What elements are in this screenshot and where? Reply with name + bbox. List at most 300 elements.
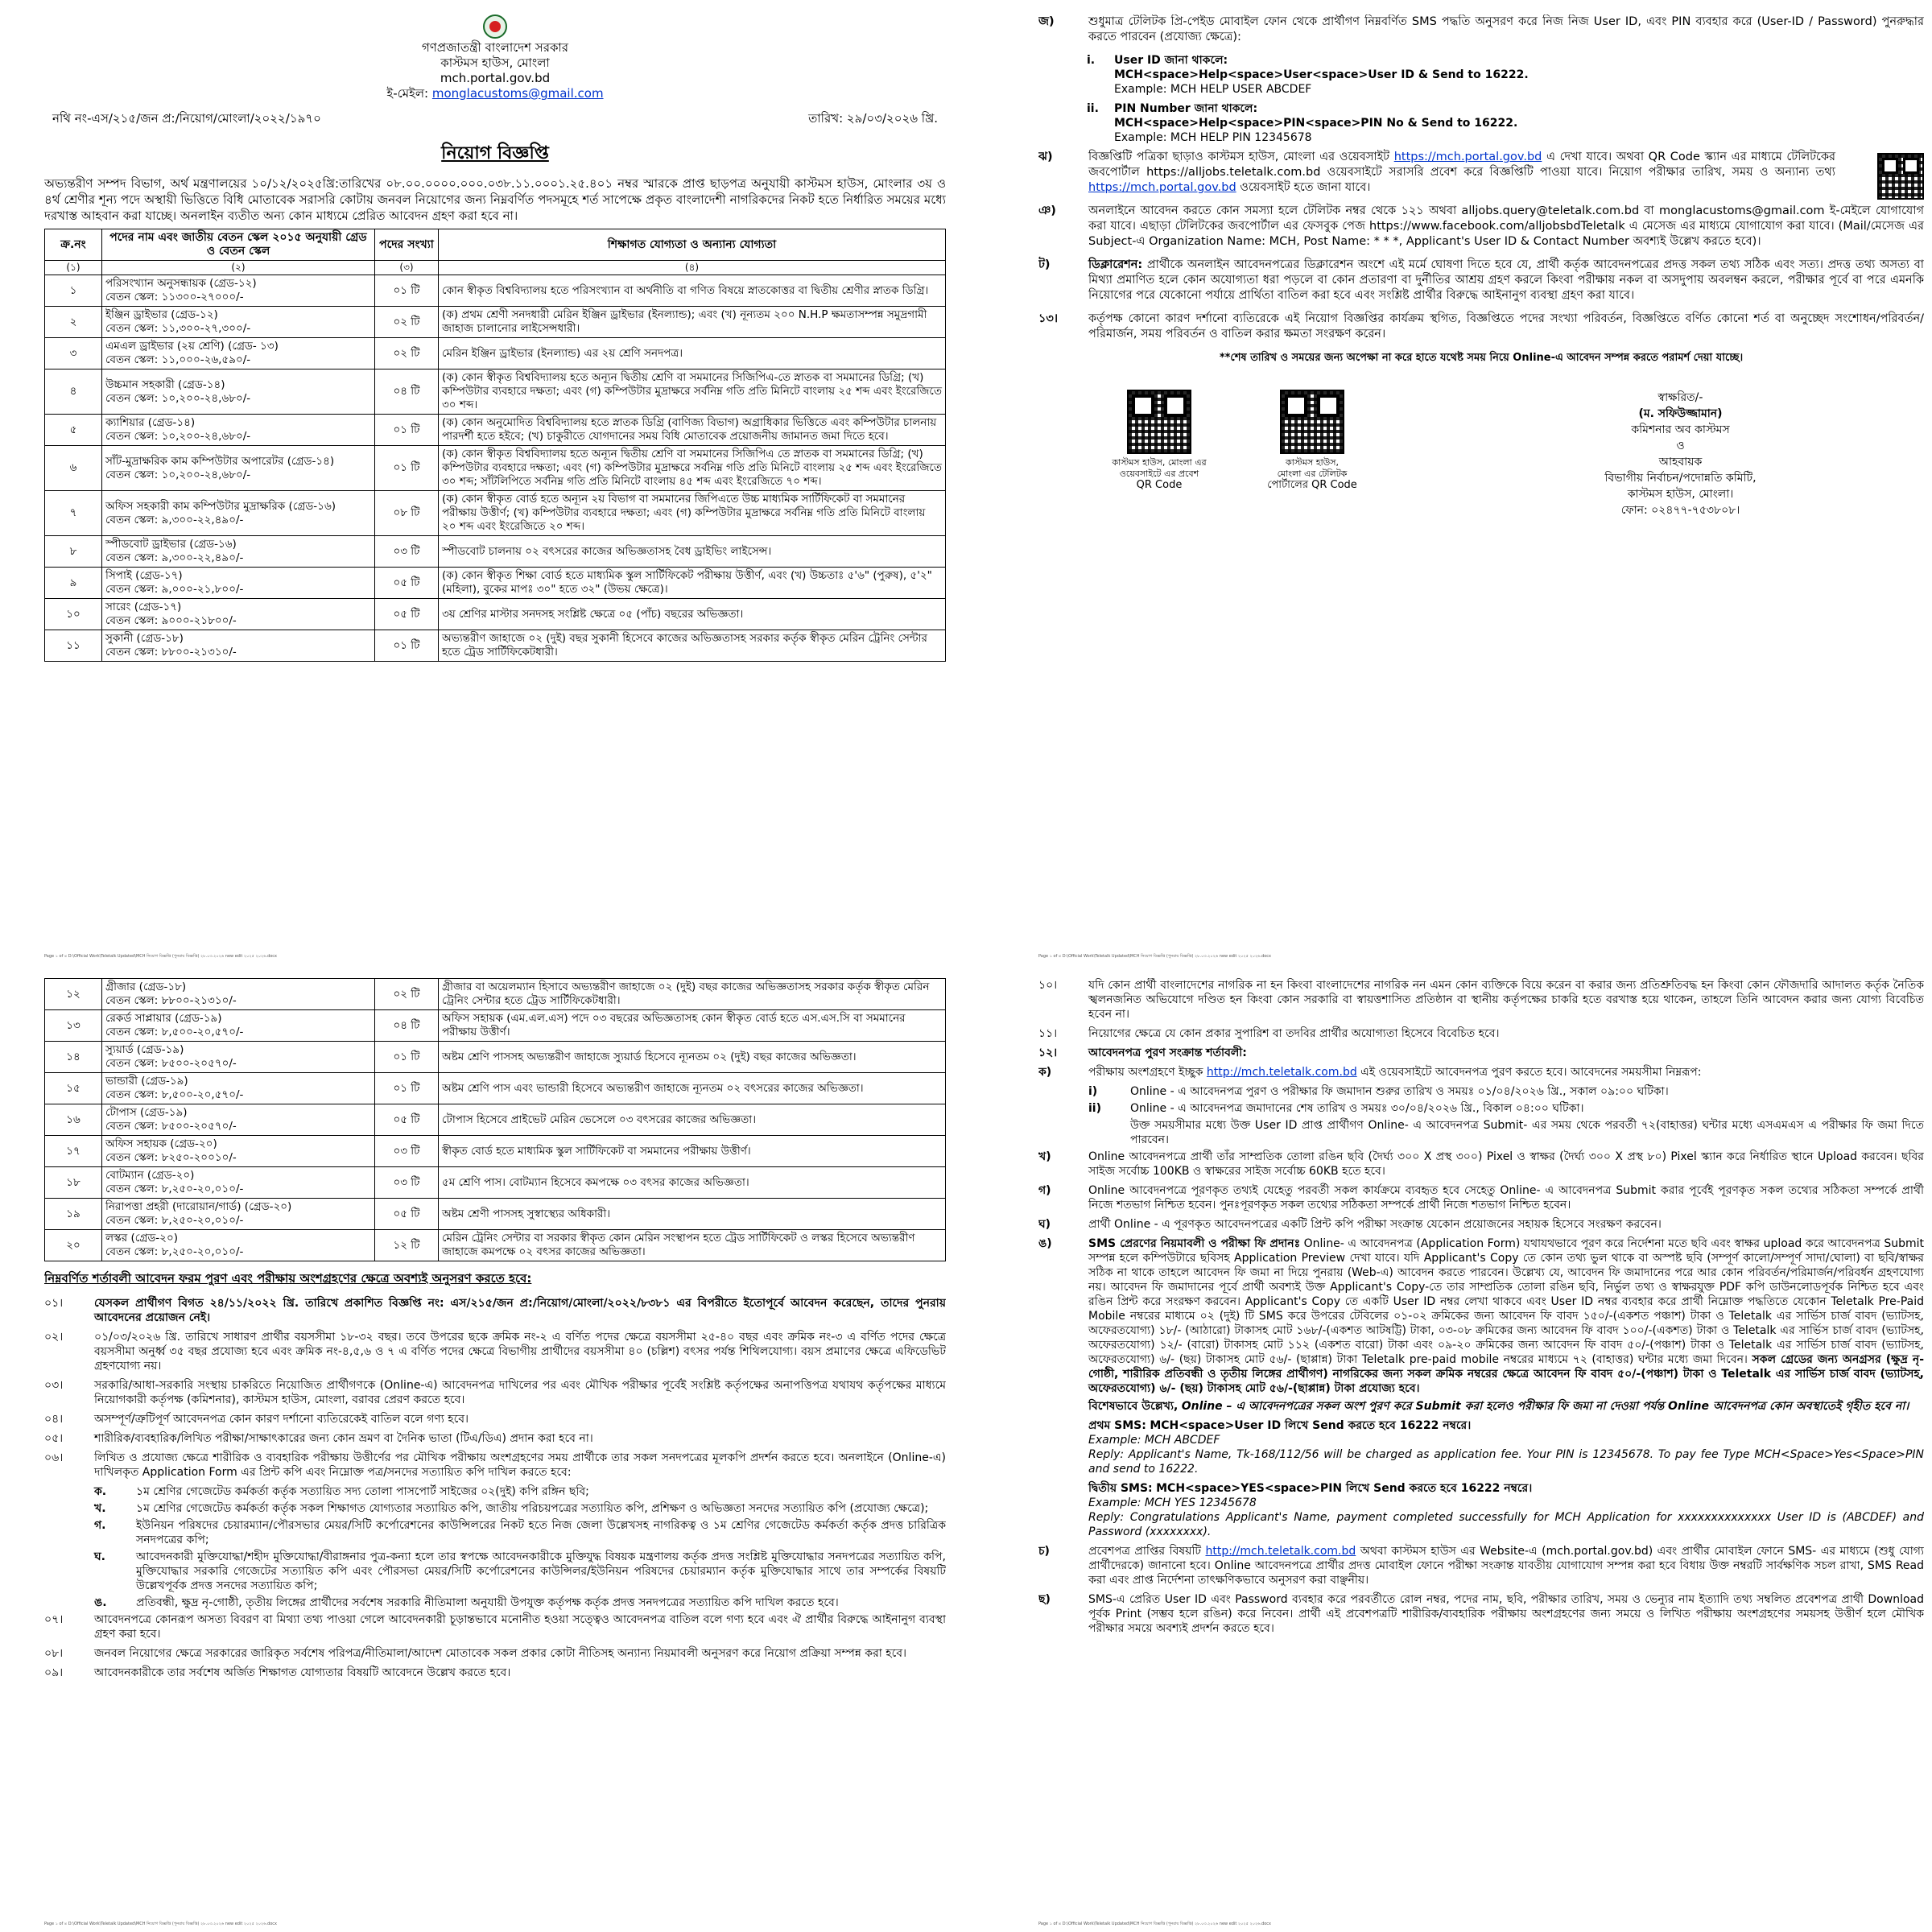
condition-text: আবেদনপত্র পুরণ সংক্রান্ত শর্তাবলী: bbox=[1088, 1046, 1247, 1059]
post-cell bbox=[102, 1104, 375, 1136]
sms-heading: User ID জানা থাকলে: bbox=[1114, 54, 1228, 67]
condition-item bbox=[1038, 1592, 1924, 1636]
post-cell bbox=[102, 446, 375, 491]
table-row bbox=[45, 491, 946, 536]
post-name: ভান্ডারী (গ্রেড-১৯) bbox=[105, 1075, 188, 1088]
condition-number: ১১। bbox=[1038, 1027, 1058, 1040]
row-serial: ৯ bbox=[45, 568, 102, 599]
text-part: ওয়েবসাইট হতে জানা যাবে। bbox=[1240, 181, 1371, 194]
post-count: ০৫ টি bbox=[375, 599, 439, 630]
condition-number: ০৯। bbox=[44, 1666, 64, 1679]
condition-item bbox=[1038, 1544, 1924, 1587]
post-name: অফিস সহায়ক (গ্রেড-২০) bbox=[105, 1137, 217, 1150]
pay-scale: বেতন স্কেল: ৮,২৫০-২০,০১০/- bbox=[105, 1214, 244, 1227]
qualification: অষ্টম শ্রেণী পাসসহ সুস্বাস্থ্যের অধিকারী। bbox=[439, 1199, 946, 1230]
post-cell bbox=[102, 979, 375, 1010]
special-note-heading: বিশেষভাবে উল্লেখ্য, bbox=[1088, 1400, 1179, 1413]
post-count: ০৪ টি bbox=[375, 1010, 439, 1042]
post-name: উচ্চমান সহকারী (গ্রেড-১৪) bbox=[105, 378, 225, 391]
teletalk-link[interactable]: http://mch.teletalk.com.bd bbox=[1205, 1545, 1356, 1558]
table-row bbox=[45, 1073, 946, 1104]
pay-scale: বেতন স্কেল: ৮৮০০-২১৩১০/- bbox=[105, 994, 237, 1007]
sub-number: ii) bbox=[1088, 1102, 1101, 1115]
qr-block-website bbox=[1083, 390, 1236, 491]
post-cell bbox=[102, 1230, 375, 1261]
qualification: ৫ম শ্রেণি পাস। বোটম্যান হিসেবে কমপক্ষে ০৩ বৎসর কাজের অভিজ্ঞতা। bbox=[439, 1167, 946, 1199]
row-serial: ১৯ bbox=[45, 1199, 102, 1230]
sms-heading: PIN Number জানা থাকলে: bbox=[1114, 102, 1258, 115]
pay-scale: বেতন স্কেল: ৯,৩০০-২২,৪৯০/- bbox=[105, 551, 244, 564]
page-footer: Page ১ of ৪ D:\Official Work\Teletalk Updated\MCH নিয়োগ বিজ্ঞপ্তি (পুনরায় বিজ্ঞপ্তি) ২৮.০৩.২০২৬ new edit ২০২৫ ২০২৬.docx bbox=[1038, 954, 1272, 959]
pay-scale: বেতন স্কেল: ১০,২০০-২৪,৬৮০/- bbox=[105, 468, 251, 481]
colnum: (২) bbox=[102, 261, 375, 275]
post-name: স্পীডবোট ড্রাইভার (গ্রেড-১৬) bbox=[105, 538, 237, 551]
sms-example: Example: MCH HELP PIN 12345678 bbox=[1114, 131, 1312, 144]
sub-condition-tail bbox=[1088, 1118, 1924, 1147]
govt-name: গণপ্রজাতন্ত্রী বাংলাদেশ সরকার bbox=[421, 40, 569, 55]
text-part: Online- এ আবেদনপত্র (Application Form) যথাযথভাবে পূরণ করে নির্দেশনা মতে ছবি এবং স্বাক্ষর upload করে আবেদনপত্র Submit সম্পন্ন হলে কম্পিউটারে ছবিসহ Application Preview দেখা যাবে। যদি Applicant's Copy তে কোন তথ্য ভুল থাকে বা অস্পষ্ট ছবি (সম্পূর্ণ কালো/সম্পূর্ণ সাদা/ঘোলা) বা ছবি/স্বাক্ষর সঠিক না থাকে তাহলে আবেদন ফি জমা না দিয়ে পুনরায় (Web-এ) আবেদন করতে পারবেন। উল্লেখ্য যে, আবেদন ফি জমাদানের পরে আর কোন পরিবর্তন/পরিমার্জন/পরিবর্ধন গ্রহণযোগ্য নয়। আবেদন ফি জমাদানের পূর্বে প্রার্থী অবশ্যই উক্ত Applicant's Copy-তে তার সাম্প্রতিক তোলা রঙিন ছবি, নির্ভুল তথ্য ও স্বাক্ষরযুক্ত PDF কপি ডাউনলোডপূর্বক নিশ্চিত হবে এবং রঙিন প্রিন্ট করে সংরক্ষণ করবেন। Applicant's Copy তে একটি User ID নম্বর লেখা থাকবে এবং User ID নম্বর ব্যবহার করে প্রার্থী নিম্নোক্ত পদ্ধতিতে যেকোন Teletalk Pre-Paid Mobile নম্বরের মাধ্যমে ০২ (দুই) টি SMS করে উপরের টেবিলের ০১-০২ ক্রমিকের জন্য আবেদন ফি বাবদ ১৫০/-(একশত পঞ্চাশ) টাকা ও Teletalk এর সার্ভিস চার্জ বাবদ (ভ্যাটসহ, অফেরতযোগ্য) ১৮/- (আঠারো) টাকাসহ মোট ১৬৮/-(একশত আটষট্টি) টাকা, ০৩-০৮ ক্রমিকের জন্য আবেদন ফি বাবদ ১০০/-(একশত) টাকা ও Teletalk এর সার্ভিস চার্জ বাবদ (ভ্যাটসহ, অফেরতযোগ্য) ১২/- (বারো) টাকাসহ মোট ১১২ (একশত বারো) টাকা এবং ০৯-২০ ক্রমিকের জন্য আবেদন ফি বাবদ ৫০/-(পঞ্চাশ) টাকা ও Teletalk এর সার্ভিস চার্জ বাবদ (ভ্যাটসহ, অফেরতযোগ্য) ৬/- (ছয়) টাকাসহ মোট ৫৬/- (ছাপ্পান্ন) টাকা Teletalk pre-paid mobile নম্বরের মাধ্যমে ৭২ (বাহাত্তর) ঘন্টার মধ্যে জমা দিবেন। bbox=[1088, 1237, 1924, 1366]
table-row bbox=[45, 446, 946, 491]
sub-number: গ. bbox=[94, 1519, 106, 1532]
text-part: এ দেখা যাবে। অথবা QR Code স্ক্যান এর মাধ্যমে টেলিটকের জবপোর্টাল https://alljobs.teletalk.com.bd ওয়েবসাইটে সরাসরি প্রবেশ করে বিজ্ঞপ্তিটি পাওয়া যাবে। নিয়োগ পরীক্ষার তারিখ, সময় ও অন্যান্য তথ্য bbox=[1088, 151, 1836, 179]
condition-number: ১২। bbox=[1038, 1046, 1058, 1059]
text-part: প্রার্থীকে অনলাইন আবেদনপত্রের ডিক্লারেশন অংশে এই মর্মে ঘোষণা দিতে হবে যে, প্রার্থী কর্তৃক আবেদনপত্রের প্রদত্ত সকল তথ্য সঠিক এবং সত্য। প্রদত্ত তথ্য অসত্য বা মিথ্যা প্রমাণিত হলে কোন অযোগ্যতা ধরা পড়লে বা কোন প্রতারণা বা দুর্নীতির আশ্রয় গ্রহণ করলে কিংবা পরীক্ষায় নকল বা অসদুপায় অবলম্বন করলে, পরীক্ষার পূর্বে বা পরে এমনকি নিয়োগের পরে যেকোনো পর্যায়ে প্রার্থিতা বাতিল করা হবে এবং সংশ্লিষ্ট প্রার্থীর বিরুদ্ধে আইনানুগ ব্যবস্থা গ্রহণ করা যাবে। bbox=[1088, 258, 1924, 302]
post-count: ০৩ টি bbox=[375, 1167, 439, 1199]
sms-label: প্রথম SMS: bbox=[1088, 1419, 1146, 1432]
row-serial: ১৮ bbox=[45, 1167, 102, 1199]
colnum: (১) bbox=[45, 261, 102, 275]
text-part: পরীক্ষায় অংশগ্রহণে ইচ্ছুক bbox=[1088, 1066, 1203, 1079]
post-name: এমএল ড্রাইভার (২য় শ্রেণি) (গ্রেড- ১৩) bbox=[105, 340, 279, 353]
signatory-title: কমিশনার অব কাস্টমস bbox=[1631, 423, 1730, 436]
sub-condition bbox=[1088, 1101, 1924, 1116]
pay-scale: বেতন স্কেল: ৯০০০-২১৮০০/- bbox=[105, 614, 237, 627]
condition-text: আবেদনপত্রে কোনরূপ অসত্য বিবরণ বা মিথ্যা তথ্য পাওয়া গেলে আবেদনকারী চূড়ান্তভাবে মনোনীত হওয়া সত্ত্বেও আবেদনপত্র বাতিল বলে গণ্য হবে এবং ঐ প্রার্থীর বিরুদ্ধে আইনানুগ ব্যবস্থা গ্রহণ করা হবে। bbox=[94, 1613, 946, 1641]
qualification: স্বীকৃত বোর্ড হতে মাধ্যমিক স্কুল সার্টিফিকেট বা সমমানের পরীক্ষায় উত্তীর্ণ। bbox=[439, 1136, 946, 1167]
condition-text: Online আবেদনপত্রে প্রার্থী তাঁর সাম্প্রতিক তোলা রঙিন ছবি (দৈর্ঘ্য ৩০০ X প্রস্থ ৩০০) Pixel ও স্বাক্ষর (দৈর্ঘ্য ৩০০ X প্রস্থ ৮০) Pixel স্ক্যান করে নির্ধারিত স্থানে Upload করবেন। ছবির সাইজ সর্বোচ্চ 100KB ও স্বাক্ষরের সাইজ সর্বোচ্চ 60KB হতে হবে। bbox=[1088, 1150, 1924, 1178]
condition-item bbox=[44, 1612, 946, 1641]
sub-text: প্রতিবন্ধী, ক্ষুদ্র নৃ-গোষ্ঠী, তৃতীয় লিঙ্গের প্রার্থীদের সর্বশেষ সরকারি নীতিমালা অনুযায়ী উপযুক্ত কর্তৃপক্ষ কর্তৃক প্রদত্ত সনদপত্রের সত্যায়িত কপি দাখিল করতে হবে। bbox=[136, 1596, 839, 1609]
post-name: বোটম্যান (গ্রেড-২০) bbox=[105, 1169, 195, 1182]
qualification: (ক) কোন অনুমোদিত বিশ্ববিদ্যালয় হতে স্নাতক ডিগ্রি (বাণিজ্য বিভাগ) অগ্রাধিকার ভিত্তিতে এবং কম্পিউটার চালনায় পারদর্শী হতে হইবে; (খ) চাকুরীতে যোগদানের সময় বিধি মোতাবেক প্রয়োজনীয় জামানত জমা দিতে হবে। bbox=[439, 415, 946, 446]
post-count: ০৫ টি bbox=[375, 1104, 439, 1136]
row-serial: ৬ bbox=[45, 446, 102, 491]
special-note bbox=[1088, 1399, 1924, 1414]
row-serial: ১৭ bbox=[45, 1136, 102, 1167]
office-address: কাস্টমস হাউস, মোংলা। bbox=[1627, 488, 1734, 501]
letterhead bbox=[44, 14, 946, 101]
sub-condition bbox=[94, 1518, 946, 1547]
sms-example: Example: MCH HELP USER ABCDEF bbox=[1114, 83, 1312, 96]
post-cell bbox=[102, 1167, 375, 1199]
sub-text: আবেদনকারী মুক্তিযোদ্ধা/শহীদ মুক্তিযোদ্ধা/বীরাঙ্গনার পুত্র-কন্যা হলে তার স্বপক্ষে আবেদনকারীকে মুক্তিযুদ্ধ বিষয়ক মন্ত্রণালয় কর্তৃক প্রদত্ত সংশ্লিষ্ট মুক্তিযোদ্ধার সনদপত্রের সত্যায়িত কপি, মুক্তিযোদ্ধার সরকারি গেজেটের সত্যায়িত কপি এবং পৌরসভা মেয়র/সিটি কর্পোরেশনের কাউন্সিলর/ইউনিয়ন পরিষদের চেয়ারম্যান কর্তৃক মুক্তিযোদ্ধার সাথে তার সম্পর্কের বিষয়টি উল্লেখপূর্বক প্রদত্ত সনদের সত্যায়িত কপি; bbox=[136, 1550, 946, 1592]
declaration-heading: ডিক্লারেশন: bbox=[1088, 258, 1143, 271]
signed: স্বাক্ষরিত/- bbox=[1657, 391, 1703, 404]
post-name: পরিসংখ্যান অনুসন্ধায়ক (গ্রেড-১২) bbox=[105, 277, 257, 290]
item-number: i. bbox=[1087, 54, 1096, 67]
notice-date: তারিখ: ২৯/০৩/২০২৬ খ্রি. bbox=[808, 111, 938, 126]
condition-text: ০১/০৩/২০২৬ খ্রি. তারিখে সাধারণ প্রার্থীর বয়সসীমা ১৮-৩২ বছর। তবে উপরের ছকে ক্রমিক নং-২ এ বর্ণিত পদের ক্ষেত্রে বয়সসীমা ২৫-৪০ বছর এবং ক্রমিক নং-৩ এ বর্ণিত পদের ক্ষেত্রে বয়সসীমা অনুর্ধ্ব ৩৫ বছর প্রযোজ্য হবে এবং ক্রমিক নং-৪,৫,৬ ও ৭ এ বর্ণিত পদের ক্ষেত্রে বিভাগীয় প্রার্থীদের বয়সসীমা ৪০ (চল্লিশ) বৎসর পর্যন্ত শিথিলযোগ্য। বয়স প্রমাণের ক্ষেত্রে এফিডেভিট গ্রহণযোগ্য নয়। bbox=[94, 1331, 946, 1373]
qr-and-signature bbox=[1038, 390, 1924, 518]
condition-number: ০৪। bbox=[44, 1413, 64, 1426]
phone-number: ফোন: ০২৪৭৭-৭৫৩৮০৮। bbox=[1620, 504, 1740, 517]
section-13 bbox=[1038, 312, 1924, 342]
row-serial: ১৪ bbox=[45, 1042, 102, 1073]
post-cell bbox=[102, 491, 375, 536]
qualification: (ক) কোন স্বীকৃত বিশ্ববিদ্যালয় হতে অন্যূন দ্বিতীয় শ্রেণি বা সমমানের সিজিপিএ-তে স্নাতক বা সমমানের ডিগ্রি; (খ) কম্পিউটার ব্যবহারে দক্ষতা; এবং (গ) কম্পিউটার মুদ্রাক্ষরে সর্বনিম্ন গতি প্রতি মিনিটে বাংলায় ২৫ শব্দ এবং ইংরেজিতে ৩০ শব্দ। bbox=[439, 369, 946, 415]
page-3 bbox=[44, 978, 946, 1928]
condition-number: ০৩। bbox=[44, 1379, 64, 1392]
sub-number: ঘ. bbox=[94, 1550, 105, 1563]
condition-text: লিখিত ও প্রযোজ্য ক্ষেত্রে শারীরিক ও ব্যবহারিক পরীক্ষায় উত্তীর্ণের পর মৌখিক পরীক্ষায় অংশগ্রহণের সময় প্রার্থীকে তার সকল সনদপত্রের মূলকপি প্রদর্শন করতে হবে। অনলাইনে (Online-এ) দাখিলকৃত Application Form এর প্রিন্ট কপি এবং নিম্নোক্ত পত্র/সনদের সত্যায়িত কপি দাখিল করতে হবে: bbox=[94, 1451, 946, 1479]
sub-number: খ. bbox=[94, 1502, 106, 1515]
qr-caption: মোংলা এর টেলিটক bbox=[1277, 469, 1348, 479]
condition-item bbox=[1038, 978, 1924, 1022]
qr-caption: QR Code bbox=[1136, 479, 1183, 491]
pay-scale: বেতন স্কেল: ৯,০০০-২১,৮০০/- bbox=[105, 583, 244, 596]
signatory-and: ও bbox=[1676, 440, 1685, 452]
condition-text: সরকারি/আধা-সরকারি সংস্থায় চাকরিতে নিয়োজিত প্রার্থীগণকে (Online-এ) আবেদনপত্র দাখিলের পর এবং মৌখিক পরীক্ষার পূর্বেই সংশ্লিষ্ট কর্তৃপক্ষের অনাপত্তিপত্র যথাযথ কর্তৃপক্ষের মাধ্যমে নিয়োগকারী কর্তৃপক্ষ (কমিশনার), কাস্টমস হাউস, মোংলা, বরাবর প্রেরণ করতে হবে। bbox=[94, 1379, 946, 1406]
section-label: ঝ) bbox=[1038, 151, 1053, 163]
sub-text: ১ম শ্রেণির গেজেটেড কর্মকর্তা কর্তৃক সকল শিক্ষাগত যোগ্যতার সত্যায়িত কপি, জাতীয় পরিচয়পত্রের সত্যায়িত কপি, প্রশিক্ষণ ও অভিজ্ঞতা সনদের সত্যায়িত কপি (প্রযোজ্য ক্ষেত্রে); bbox=[136, 1502, 929, 1515]
condition-item bbox=[1038, 1183, 1924, 1212]
condition-number: ১০। bbox=[1038, 979, 1058, 992]
header-sl: ক্র.নং bbox=[45, 229, 102, 261]
post-cell bbox=[102, 536, 375, 568]
page-footer: Page ১ of ৪ D:\Official Work\Teletalk Updated\MCH নিয়োগ বিজ্ঞপ্তি (পুনরায় বিজ্ঞপ্তি) ২৮.০৩.২০২৬ new edit ২০২৫ ২০২৬.docx bbox=[1038, 1922, 1272, 1926]
portal-link[interactable]: https://mch.portal.gov.bd bbox=[1393, 151, 1542, 163]
second-sms bbox=[1088, 1481, 1924, 1539]
pay-scale: বেতন স্কেল: ৮,২৫০-২০,০১০/- bbox=[105, 1183, 244, 1195]
posts-table-body bbox=[45, 979, 946, 1261]
row-serial: ৫ bbox=[45, 415, 102, 446]
post-name: সিপাই (গ্রেড-১৭) bbox=[105, 569, 183, 582]
condition-text: যেসকল প্রার্থীগণ বিগত ২৪/১১/২০২২ খ্রি. তারিখে প্রকাশিত বিজ্ঞপ্তি নং: এস/২১৫/জন প্র:/নিয়োগ/মোংলা/২০২২/৮৩৮১ এর বিপরীতে ইতোপূর্বে আবেদন করেছেন, তাদের পুনরায় আবেদনের প্রয়োজন নেই। bbox=[94, 1297, 946, 1324]
row-serial: ২০ bbox=[45, 1230, 102, 1261]
section-label: ১৩। bbox=[1038, 312, 1059, 325]
post-name: টোপাস (গ্রেড-১৯) bbox=[105, 1106, 188, 1119]
condition-item bbox=[1038, 1217, 1924, 1232]
condition-item bbox=[44, 1378, 946, 1407]
portal-link[interactable]: https://mch.portal.gov.bd bbox=[1088, 181, 1236, 194]
post-cell bbox=[102, 599, 375, 630]
sub-condition bbox=[94, 1550, 946, 1593]
condition-item bbox=[44, 1296, 946, 1325]
government-emblem-icon bbox=[483, 14, 507, 39]
qualification: কোন স্বীকৃত বিশ্ববিদ্যালয় হতে পরিসংখ্যান বা অর্থনীতি বা গণিত বিষয়ে স্নাতকোত্তর বা দ্বিতীয় শ্রেণীর স্নাতক ডিগ্রি। bbox=[439, 275, 946, 307]
condition-item bbox=[1038, 1026, 1924, 1041]
condition-number: খ) bbox=[1038, 1150, 1051, 1163]
table-row bbox=[45, 568, 946, 599]
table-row bbox=[45, 1010, 946, 1042]
row-serial: ১৬ bbox=[45, 1104, 102, 1136]
qualification: মেরিন ট্রেনিং সেন্টার বা সরকার স্বীকৃত কোন মেরিন সংস্থাপন হতে ট্রেড সার্টিফিকেট ও লস্কর হিসেবে অভ্যন্তরীণ জাহাজে কমপক্ষে ০২ বৎসর কাজের অভিজ্ঞতা। bbox=[439, 1230, 946, 1261]
condition-number: ০২। bbox=[44, 1331, 64, 1344]
condition-text: SMS-এ প্রেরিত User ID এবং Password ব্যবহার করে পরবর্তীতে রোল নম্বর, পদের নাম, ছবি, পরীক্ষার তারিখ, সময় ও ভেন্যুর নাম ইত্যাদি তথ্য সম্বলিত প্রবেশপত্র প্রার্থী Download পূর্বক Print (সম্ভব হলে রঙিন) করে নিবেন। প্রার্থী এই প্রবেশপত্রটি শারীরিক/ব্যবহারিক পরীক্ষায় অংশগ্রহণের জন্য সময়ে ও লিখিত পরীক্ষায় অংশগ্রহণের সময়সহ উত্তীর্ণ হলে মৌখিক পরীক্ষার সময়ে অবশ্যই প্রদর্শন করতে হবে। bbox=[1088, 1593, 1924, 1635]
email-link[interactable]: monglacustoms@gmail.com bbox=[431, 86, 604, 101]
section-jh bbox=[1038, 150, 1924, 196]
row-serial: ৮ bbox=[45, 536, 102, 568]
condition-text bbox=[1088, 1236, 1924, 1539]
condition-number: ০৭। bbox=[44, 1613, 64, 1626]
row-serial: ১১ bbox=[45, 630, 102, 662]
post-count: ০৮ টি bbox=[375, 491, 439, 536]
post-name: লস্কর (গ্রেড-২০) bbox=[105, 1232, 178, 1245]
website-qr-code-icon bbox=[1127, 390, 1191, 454]
special-note-text: Online – এ আবেদনপত্রের সকল অংশ পুরণ করে Submit করা হলেও পরীক্ষার ফি জমা না দেওয়া পর্যন্ত Online আবেদনপত্র কোন অবস্থাতেই গৃহীত হবে না। bbox=[1181, 1400, 1909, 1413]
pay-scale: বেতন স্কেল: ৮৫০০-২০৫৭০/- bbox=[105, 1120, 237, 1133]
condition-item bbox=[1038, 1046, 1924, 1060]
condition-text bbox=[1088, 1065, 1924, 1080]
section-t bbox=[1038, 258, 1924, 303]
post-name: গ্রীজার (গ্রেড-১৮) bbox=[105, 980, 187, 993]
post-count: ০৫ টি bbox=[375, 1199, 439, 1230]
sub-number: ঙ. bbox=[94, 1596, 107, 1609]
row-serial: ১৫ bbox=[45, 1073, 102, 1104]
office-name: কাস্টমস হাউস, মোংলা bbox=[440, 56, 550, 70]
post-cell bbox=[102, 568, 375, 599]
pay-scale: বেতন স্কেল: ৮,৫০০-২০,৫৭০/- bbox=[105, 1088, 244, 1101]
post-cell bbox=[102, 275, 375, 307]
page-1 bbox=[44, 14, 946, 960]
section-text: শুধুমাত্র টেলিটক প্রি-পেইড মোবাইল ফোন থেকে প্রার্থীগণ নিম্নবর্ণিত SMS পদ্ধতি অনুসরণ করে নিজ নিজ User ID, এবং PIN ব্যবহার করে (User-ID / Password) পুনরুদ্ধার করতে পারবেন (প্রযোজ্য ক্ষেত্রে): bbox=[1088, 15, 1924, 43]
intro-paragraph: অভ্যন্তরীণ সম্পদ বিভাগ, অর্থ মন্ত্রণালয়ের ১০/১২/২০২৫খ্রি:তারিখের ০৮.০০.০০০০.০০০.০৩৮.১১.০০০১.২৫.৪০১ নম্বর স্মারকে প্রাপ্ত ছাড়পত্র অনুযায়ী কাস্টমস হাউস, মোংলার ৩য় ও ৪র্থ শ্রেণীর শূন্য পদে অস্থায়ী ভিত্তিতে বিধি মোতাবেক সরাসরি কোটায় জনবল নিয়োগের জন্য নিম্নবর্ণিত পদসমূহে শর্ত সাপেক্ষে প্রকৃত বাংলাদেশী নাগরিকদের নিকট হতে নির্ধারিত সময়ের মধ্যে দরখাস্ত আহবান করা যাচ্ছে। অনলাইন ব্যতীত অন্য কোন মাধ্যমে প্রেরিত আবেদন গ্রহণ করা হবে না। bbox=[44, 176, 946, 223]
table-row bbox=[45, 1136, 946, 1167]
qualification: (ক) কোন স্বীকৃত বোর্ড হতে অন্যূন ২য় বিভাগ বা সমমানের জিপিএতে উচ্চ মাধ্যমিক সার্টিফিকেট বা সমমানের পরীক্ষায় উত্তীর্ণ; (খ) কম্পিউটার ব্যবহারে দক্ষতা; এবং (গ) কম্পিউটার মুদ্রাক্ষরে সর্বনিম্ন গতি প্রতি মিনিটে বাংলায় ২০ শব্দ এবং ইংরেজিতে ২০ শব্দ। bbox=[439, 491, 946, 536]
sms-command: MCH<space>YES<space>PIN লিখে Send করতে হবে 16222 নম্বরে। bbox=[1156, 1482, 1533, 1495]
header-post: পদের নাম এবং জাতীয় বেতন স্কেল ২০১৫ অনুযায়ী গ্রেড ও বেতন স্কেল bbox=[102, 229, 375, 261]
table-row bbox=[45, 1042, 946, 1073]
condition-number: ঘ) bbox=[1038, 1218, 1051, 1231]
text-part: বিজ্ঞপ্তিটি পত্রিকা ছাড়াও কাস্টমস হাউস, মোংলা এর ওয়েবসাইট bbox=[1088, 151, 1390, 163]
qualification: (ক) কোন স্বীকৃত শিক্ষা বোর্ড হতে মাধ্যমিক স্কুল সার্টিফিকেট পরীক্ষায় উত্তীর্ণ, এবং (খ) উচ্চতাঃ ৫'৬" (পুরুষ), ৫'২" (মহিলা), বুকের মাপঃ ৩০" হতে ৩২" (উভয় ক্ষেত্রে)। bbox=[439, 568, 946, 599]
post-count: ০১ টি bbox=[375, 1073, 439, 1104]
qualification: অফিস সহায়ক (এম.এল.এস) পদে ০৩ বছরের অভিজ্ঞতাসহ কোন স্বীকৃত বোর্ড হতে এস.এস.সি বা সমমানের পরীক্ষায় উত্তীর্ণ। bbox=[439, 1010, 946, 1042]
row-serial: ১২ bbox=[45, 979, 102, 1010]
reference-line bbox=[44, 109, 946, 130]
condition-item bbox=[44, 1412, 946, 1426]
post-count: ০৩ টি bbox=[375, 1136, 439, 1167]
sub-text: Online - এ আবেদনপত্র জমাদানের শেষ তারিখ ও সময়ঃ ৩০/০৪/২০২৬ খ্রি., বিকাল ০৪:০০ ঘটিকা। bbox=[1130, 1102, 1584, 1115]
post-name: অফিস সহকারী কাম কম্পিউটার মুদ্রাক্ষরিক (গ্রেড-১৬) bbox=[105, 499, 336, 513]
sms-rules-heading: SMS প্রেরণের নিয়মাবলী ও পরীক্ষা ফি প্রদানঃ bbox=[1088, 1237, 1301, 1250]
sub-condition bbox=[1088, 1084, 1924, 1099]
post-cell bbox=[102, 338, 375, 369]
condition-text: প্রার্থী Online - এ পূরণকৃত আবেদনপত্রের একটি প্রিন্ট কপি পরীক্ষা সংক্রান্ত যেকোন প্রয়োজনের সহায়ক হিসেবে সংরক্ষণ করবেন। bbox=[1088, 1218, 1662, 1231]
post-count: ০৩ টি bbox=[375, 536, 439, 568]
post-cell bbox=[102, 1199, 375, 1230]
post-name: স্যুয়ার্ড (গ্রেড-১৯) bbox=[105, 1043, 184, 1056]
colnum: (৩) bbox=[375, 261, 439, 275]
sms-command: MCH<space>User ID লিখে Send করতে হবে 16222 নম্বরে। bbox=[1150, 1419, 1472, 1432]
pay-scale: বেতন স্কেল: ৮৫০০-২০৫৭০/- bbox=[105, 1057, 237, 1070]
condition-text: নিয়োগের ক্ষেত্রে যে কোন প্রকার সুপারিশ বা তদবির প্রার্থীর অযোগ্যতা হিসেবে বিবেচিত হবে। bbox=[1088, 1027, 1500, 1040]
row-serial: ৩ bbox=[45, 338, 102, 369]
qr-caption: ওয়েবসাইটে এর প্রবেশ bbox=[1119, 469, 1199, 479]
table-row bbox=[45, 369, 946, 415]
condition-text: জনবল নিয়োগের ক্ষেত্রে সরকারের জারিকৃত সর্বশেষ পরিপত্র/নীতিমালা/আদেশ মোতাবেক সকল প্রকার কোটা নীতিসহ অন্যান্য নিয়মাবলী অনুসরণ করে নিয়োগ প্রক্রিয়া সম্পন্ন করা হবে। bbox=[94, 1647, 907, 1660]
pay-scale: বেতন স্কেল: ১০,২০০-২৪,৬৮০/- bbox=[105, 391, 251, 405]
column-number-row bbox=[45, 261, 946, 275]
section-j bbox=[1038, 14, 1924, 45]
teletalk-link[interactable]: http://mch.teletalk.com.bd bbox=[1206, 1066, 1357, 1079]
sms-example: Example: MCH YES 12345678 bbox=[1088, 1496, 1257, 1509]
qualification: অষ্টম শ্রেণি পাস এবং ভান্ডারী হিসেবে অভ্যন্তরীণ জাহাজে ন্যূনতম ০২ বৎসরের কাজের অভিজ্ঞতা। bbox=[439, 1073, 946, 1104]
sub-text: ১ম শ্রেণির গেজেটেড কর্মকর্তা কর্তৃক সত্যায়িত সদ্য তোলা পাসপোর্ট সাইজের ০২(দুই) কপি রঙ্গিন ছবি; bbox=[136, 1485, 589, 1498]
table-header-row bbox=[45, 229, 946, 261]
row-serial: ১০ bbox=[45, 599, 102, 630]
pay-scale: বেতন স্কেল: ১১৩০০-২৭০০০/- bbox=[105, 291, 244, 303]
table-row bbox=[45, 415, 946, 446]
posts-table-continued bbox=[44, 978, 946, 1261]
qualification: মেরিন ইঞ্জিন ড্রাইভার (ইনল্যান্ড) এর ২য় শ্রেণি সনদপত্র। bbox=[439, 338, 946, 369]
qr-caption: পোর্টালের QR Code bbox=[1267, 479, 1357, 491]
pay-scale: বেতন স্কেল: ৮২৫০-২০০১০/- bbox=[105, 1151, 237, 1164]
table-row bbox=[45, 338, 946, 369]
pay-scale: বেতন স্কেল: ৯,৩০০-২২,৪৯০/- bbox=[105, 513, 244, 526]
post-count: ০১ টি bbox=[375, 415, 439, 446]
condition-number: ক) bbox=[1038, 1066, 1052, 1079]
condition-number: ০৫। bbox=[44, 1432, 64, 1445]
teletalk-qr-code-icon bbox=[1877, 153, 1924, 200]
sub-condition bbox=[94, 1484, 946, 1499]
notice-title: নিয়োগ বিজ্ঞপ্তি bbox=[441, 143, 549, 163]
condition-item bbox=[44, 1666, 946, 1680]
colnum: (৪) bbox=[439, 261, 946, 275]
page-footer: Page ১ of ৪ D:\Official Work\Teletalk Updated\MCH নিয়োগ বিজ্ঞপ্তি (পুনরায় বিজ্ঞপ্তি) ২৮.০৩.২০২৬ new edit ২০২৫ ২০২৬.docx bbox=[44, 954, 278, 959]
post-count: ০৫ টি bbox=[375, 568, 439, 599]
post-count: ০১ টি bbox=[375, 1042, 439, 1073]
sub-condition bbox=[94, 1596, 946, 1610]
table-row bbox=[45, 1104, 946, 1136]
condition-number: ঙ) bbox=[1038, 1237, 1052, 1250]
signatory-name: (ম. সফিউজ্জামান) bbox=[1638, 407, 1723, 420]
post-count: ০২ টি bbox=[375, 338, 439, 369]
post-count: ০২ টি bbox=[375, 307, 439, 338]
condition-text: আবেদনকারীকে তার সর্বশেষ অর্জিত শিক্ষাগত যোগ্যতার বিষয়টি আবেদনে উল্লেখ করতে হবে। bbox=[94, 1666, 511, 1679]
section-label: ঞ) bbox=[1038, 204, 1056, 217]
signature-block bbox=[1437, 390, 1924, 518]
post-name: সাঁট-মুদ্রাক্ষরিক কাম কম্পিউটার অপারেটর (গ্রেড-১৪) bbox=[105, 454, 335, 468]
committee-name: বিভাগীয় নির্বাচন/পদোন্নতি কমিটি, bbox=[1604, 472, 1757, 485]
table-row bbox=[45, 307, 946, 338]
post-cell bbox=[102, 1073, 375, 1104]
post-cell bbox=[102, 307, 375, 338]
section-text bbox=[1088, 258, 1924, 303]
post-name: ক্যাশিয়ার (গ্রেড-১৪) bbox=[105, 416, 196, 429]
condition-number: ০৬। bbox=[44, 1451, 64, 1464]
condition-item bbox=[44, 1646, 946, 1661]
condition-item bbox=[1038, 1150, 1924, 1179]
signatory-role: আহবায়ক bbox=[1658, 456, 1703, 469]
condition-item bbox=[44, 1330, 946, 1373]
sub-text: ইউনিয়ন পরিষদের চেয়ারম্যান/পৌরসভার মেয়র/সিটি কর্পোরেশনের কাউন্সিলরের নিকট হতে নিজ জেলা উল্লেখসহ নাগরিকত্ব ও ১ম শ্রেণির গেজেটেড কর্মকর্তা কর্তৃক প্রদত্ত চারিত্রিক সনদপত্রের কপি; bbox=[136, 1519, 946, 1546]
pay-scale: বেতন স্কেল: ৮,২৫০-২০,০১০/- bbox=[105, 1245, 244, 1258]
qualification: অষ্টম শ্রেণি পাসসহ অভ্যন্তরীণ জাহাজে স্যুয়ার্ড হিসেবে ন্যূনতম ০২ (দুই) বছর কাজের অভিজ্ঞতা। bbox=[439, 1042, 946, 1073]
post-cell bbox=[102, 415, 375, 446]
row-serial: ৪ bbox=[45, 369, 102, 415]
pay-scale: বেতন স্কেল: ১১,০০০-২৬,৫৯০/- bbox=[105, 353, 251, 366]
condition-text: অসম্পূর্ণ/ত্রুটিপূর্ণ আবেদনপত্র কোন কারণ দর্শানো ব্যতিরেকেই বাতিল বলে গণ্য হবে। bbox=[94, 1413, 469, 1426]
qualification: (ক) প্রথম শ্রেণী সনদধারী মেরিন ইঞ্জিন ড্রাইভার (ইনল্যান্ড); এবং (খ) নূন্যতম ২০০ N.H.P ক্ষমতাসম্পন্ন সমুদ্রগামী জাহাজ চালানোর লাইসেন্সধারী। bbox=[439, 307, 946, 338]
sms-reply: Reply: Congratulations Applicant's Name, payment completed successfully for MCH Application for xxxxxxxxxxxxxx User ID is (ABCDEF) and Password (xxxxxxxx). bbox=[1088, 1511, 1924, 1538]
sub-condition bbox=[94, 1501, 946, 1516]
first-sms bbox=[1088, 1418, 1924, 1476]
post-name: ইঞ্জিন ড্রাইভার (গ্রেড-১২) bbox=[105, 308, 218, 321]
row-serial: ৭ bbox=[45, 491, 102, 536]
qualification: অভ্যন্তরীণ জাহাজে ০২ (দুই) বছর সুকানী হিসেবে কাজের অভিজ্ঞতাসহ সরকার কর্তৃক স্বীকৃত মেরিন ট্রেনিং সেন্টার হতে ট্রেড সার্টিফিকেটধারী। bbox=[439, 630, 946, 662]
post-count: ০৪ টি bbox=[375, 369, 439, 415]
post-cell bbox=[102, 369, 375, 415]
qualification: টোপাস হিসেবে প্রাইভেট মেরিন ভেসেলে ০৩ বৎসরের কাজের অভিজ্ঞতা। bbox=[439, 1104, 946, 1136]
condition-text: যদি কোন প্রার্থী বাংলাদেশের নাগরিক না হন কিংবা বাংলাদেশের নাগরিক নন এমন কোন ব্যক্তিকে বিয়ে করেন বা করার জন্য প্রতিশ্রুতিবদ্ধ হন কিংবা কোন ফৌজদারি আদালত কর্তৃক নৈতিক স্খলনজনিত অভিযোগে দণ্ডিত হন কিংবা কোন সরকারি বা স্বায়ত্তশাসিত প্রতিষ্ঠান বা স্থানীয় কর্তৃপক্ষের চাকরি হতে বরখাস্ত হয়ে থাকেন, তাহলে তিনি আবেদন করার জন্য যোগ্য বিবেচিত হবেন না। bbox=[1088, 979, 1924, 1021]
sub-text: উক্ত সময়সীমার মধ্যে উক্ত User ID প্রাপ্ত প্রার্থীগণ Online- এ আবেদনপত্র Submit- এর সময় থেকে পরবর্তী ৭২(বাহাত্তর) ঘন্টার মধ্যে এসএমএস এ পরীক্ষার ফি জমা দিতে পারবেন। bbox=[1130, 1119, 1924, 1146]
portal-url: mch.portal.gov.bd bbox=[440, 71, 551, 85]
condition-number: ছ) bbox=[1038, 1593, 1051, 1606]
condition-text bbox=[1088, 1544, 1924, 1587]
table-row bbox=[45, 1167, 946, 1199]
teletalk-portal-qr-code-icon bbox=[1280, 390, 1344, 454]
table-row bbox=[45, 979, 946, 1010]
email-line: ই-মেইল: monglacustoms@gmail.com bbox=[386, 86, 604, 101]
row-serial: ২ bbox=[45, 307, 102, 338]
sms-pin bbox=[1087, 101, 1924, 145]
table-row bbox=[45, 1230, 946, 1261]
condition-text: Online আবেদনপত্রে পূরণকৃত তথ্যই যেহেতু পরবর্তী সকল কার্যক্রমে ব্যবহৃত হবে সেহেতু Online- এ আবেদনপত্র Submit করার পূর্বেই পূরণকৃত সকল তথ্যের সঠিকতা সম্পর্কে প্রার্থী নিজে শতভাগ নিশ্চিত হবেন। পুনঃপূরণকৃত সকল তথ্যের সঠিকতা সম্পর্কে প্রার্থী নিজে শতভাগ নিশ্চিত হবেন। bbox=[1088, 1184, 1924, 1212]
post-name: নিরাপত্তা প্রহরী (দারোয়ান/গার্ড) (গ্রেড-২০) bbox=[105, 1200, 292, 1213]
page-4 bbox=[1038, 978, 1924, 1928]
row-serial: ১ bbox=[45, 275, 102, 307]
page-2 bbox=[1038, 14, 1924, 960]
qualification: (ক) কোন স্বীকৃত বিশ্ববিদ্যালয় হতে অন্যূন দ্বিতীয় শ্রেণি বা সমমানের সিজিপিএ তে স্নাতক বা সমমানের ডিগ্রি; (খ) কম্পিউটার ব্যবহারে দক্ষতা; এবং (গ) কম্পিউটার মুদ্রাক্ষরে সর্বনিম্ন গতি প্রতি মিনিটে বাংলায় ২৫ শব্দ এবং ইংরেজিতে ৩০ শব্দ; সাঁটলিপিতে সর্বনিম্ন গতি প্রতি মিনিটে বাংলায় ৪৫ শব্দ এবং ইংরেজিতে ৭০ শব্দ। bbox=[439, 446, 946, 491]
qr-caption: কাস্টমস হাউস, মোংলা এর bbox=[1112, 457, 1207, 468]
condition-item bbox=[1038, 1065, 1924, 1080]
header-count: পদের সংখ্যা bbox=[375, 229, 439, 261]
text-part: প্রবেশপত্র প্রাপ্তির বিষয়টি bbox=[1088, 1545, 1201, 1558]
section-text bbox=[1088, 150, 1924, 196]
qualification: ৩য় শ্রেণির মাস্টার সনদসহ সংশ্লিষ্ট ক্ষেত্রে ০৫ (পাঁচ) বছরের অভিজ্ঞতা। bbox=[439, 599, 946, 630]
post-count: ০২ টি bbox=[375, 979, 439, 1010]
page-footer: Page ১ of ৪ D:\Official Work\Teletalk Updated\MCH নিয়োগ বিজ্ঞপ্তি (পুনরায় বিজ্ঞপ্তি) ২৮.০৩.২০২৬ new edit ২০২৫ ২০২৬.docx bbox=[44, 1922, 278, 1926]
pay-scale: বেতন স্কেল: ৮৮০০-২১৩১০/- bbox=[105, 646, 237, 658]
text-part: অথবা কাস্টমস হাউস এর Website-এ (mch.portal.gov.bd) এবং প্রার্থীর মোবাইল ফোনে SMS- এর মাধ্যমে (শুধু যোগ্য প্রার্থীদেরকে) জানানো হবে। Online আবেদনপত্রে প্রার্থীর প্রদত্ত মোবাইল ফোনে পরীক্ষা সংক্রান্ত যাবতীয় যোগাযোগ সম্পন্ন করা হবে বিধায় উক্ত নম্বরটি সার্বক্ষণিক সচল রাখা, SMS Read করা এবং প্রাপ্ত নির্দেশনা তাৎক্ষণিকভাবে অনুসরণ করা বাঞ্ছনীয়। bbox=[1088, 1545, 1924, 1587]
qualification: স্পীডবোট চালনায় ০২ বৎসরের কাজের অভিজ্ঞতাসহ বৈধ ড্রাইভিং লাইসেন্স। bbox=[439, 536, 946, 568]
condition-item bbox=[44, 1431, 946, 1446]
advisory-note: **শেষ তারিখ ও সময়ের জন্য অপেক্ষা না করে হাতে যথেষ্ট সময় নিয়ে Online-এ আবেদন সম্পন্ন করতে পরামর্শ দেয়া যাচ্ছে। bbox=[1219, 352, 1744, 364]
sub-text: Online - এ আবেদনপত্র পুরণ ও পরীক্ষার ফি জমাদান শুরুর তারিখ ও সময়ঃ ০১/০৪/২০২৬ খ্রি., সকাল ০৯:০০ ঘটিকা। bbox=[1130, 1085, 1669, 1098]
qr-caption: কাস্টমস হাউস, bbox=[1285, 457, 1340, 468]
pay-scale: বেতন স্কেল: ৮,৫০০-২০,৫৭০/- bbox=[105, 1026, 244, 1038]
posts-table-body bbox=[45, 275, 946, 662]
condition-number: ০১। bbox=[44, 1297, 64, 1310]
section-text: কর্তৃপক্ষ কোনো কারণ দর্শানো ব্যতিরেকে এই নিয়োগ বিজ্ঞপ্তির কার্যক্রম স্থগিত, বিজ্ঞপ্তিতে পদের সংখ্যা পরিবর্তন, বিজ্ঞপ্তিতে বর্ণিত কোনো শর্ত বা অনুচ্ছেদ সংশোধন/পরিবর্তন/পরিমার্জন, সময় পরিবর্তন ও বাতিল করার ক্ষমতা সংরক্ষণ করেন। bbox=[1088, 312, 1924, 341]
post-name: রেকর্ড সাপ্লায়ার (গ্রেড-১৯) bbox=[105, 1012, 222, 1025]
post-name: সারেং (গ্রেড-১৭) bbox=[105, 601, 182, 613]
table-row bbox=[45, 630, 946, 662]
post-count: ০১ টি bbox=[375, 275, 439, 307]
sms-command: MCH<space>Help<space>PIN<space>PIN No & Send to 16222. bbox=[1114, 117, 1518, 130]
section-label: জ) bbox=[1038, 15, 1055, 28]
post-cell bbox=[102, 1136, 375, 1167]
conditions-title: নিম্নবর্ণিত শর্তাবলী আবেদন ফরম পুরণ এবং পরীক্ষায় অংশগ্রহণের ক্ষেত্রে অবশ্যই অনুসরণ করতে হবে: bbox=[44, 1271, 532, 1286]
sms-user-id bbox=[1087, 53, 1924, 97]
table-row bbox=[45, 599, 946, 630]
condition-item bbox=[1038, 1236, 1924, 1539]
post-count: ০১ টি bbox=[375, 630, 439, 662]
condition-item bbox=[44, 1451, 946, 1480]
qualification: গ্রীজার বা অয়েলম্যান হিসাবে অভ্যন্তরীণ জাহাজে ০২ (দুই) বছর কাজের অভিজ্ঞতাসহ সরকার কর্তৃক স্বীকৃত মেরিন ট্রেনিং সেন্টার হতে ট্রেড সার্টিফিকেটধারী। bbox=[439, 979, 946, 1010]
post-count: ১২ টি bbox=[375, 1230, 439, 1261]
